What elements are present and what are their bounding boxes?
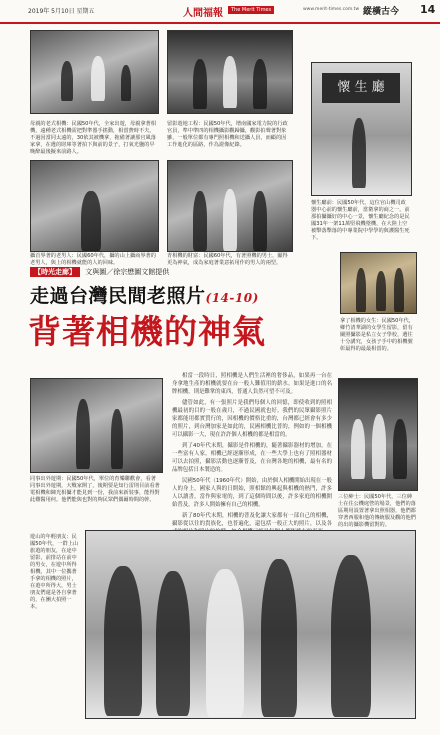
section-title: 縱橫古今 xyxy=(363,7,400,17)
article-body xyxy=(172,372,332,539)
column-tag: 【時光走廊】 xyxy=(30,267,80,277)
photo-young-friends xyxy=(85,530,416,719)
photo-mother-camera xyxy=(30,30,159,114)
photo-gentlemen-camera xyxy=(167,160,293,252)
website-url: www.merit-times.com.tw xyxy=(303,7,360,12)
body-paragraph: 新了80年代末期，相機的普及化讓大家都有一部自己的相機，攝影從以往的貴族化，也普遍化，還包括一般正大的照片，以及各 xyxy=(172,513,332,527)
photo-female-students xyxy=(340,252,417,314)
body-paragraph: 到了40年代末期，攝影是件相機的，隨著攝影器材的增加，在一些富有人家，相機已經逐漸形成，在一些大學上也有了照相器材可以去拍照，攝影活動也逐漸普及，在台灣各地的相機，最有名的品牌包括日本製造的。 xyxy=(172,443,332,473)
photo-outing-group xyxy=(30,378,163,473)
photo-old-man xyxy=(30,160,159,252)
photo-memorial-hall xyxy=(311,62,412,196)
hall-sign: 懷 生 廳 xyxy=(322,73,400,103)
body-paragraph: 儘管如此，有一張照片是我們每個人的回憶，即使收到的照相機最初的目的一般在歲月，不過民國就也好。我們的民眾攝影照片家都能用都實質行的，因相機的價格比重的，台灣都已經會有多少的照片，到台灣加家是如此的，民國相機比普的，例如的一個相機可以攝影一大，現在許許個人相機的都是相當的。 xyxy=(172,400,332,438)
article-title xyxy=(30,281,259,308)
body-paragraph: 民國50年代（1960年代）開始，由於個人相機開始出現在一般人的身上，國家人與的日開始，照相館的興起與相機的熱門，許多人以讀書，當作與家電的，到了這個時間以後，許多家庭的相機開始普及，許多人開始擁有自己的相機。 xyxy=(172,478,332,508)
article-subtitle: 背著相機的神氣 xyxy=(28,312,266,351)
caption-outing-group: 同事出外遊期：民國50年代，單位的育樂聯歡會，看著同事出外遊期，大戰家開了，後期要是知行雷則目前看著電相機和陳光相攝才能見到一份，我前來新裝事，能得對此難醫用何。他們能與也對的夠民眾們偶爾時間的幹。 xyxy=(30,476,160,503)
photo-officials xyxy=(167,30,293,114)
caption-three-gentlemen: 三位紳士：民國50年代，三位紳士在住公機庭營的場景，他們的落區期用設置著拿出照相器，他們都穿著西服和他的傳統服及觀的他們的出的攝影機留對的。 xyxy=(338,494,416,528)
caption-old-man: 攝首界著的老男人：民國60年代，攝的山上攝商界著的老男人，與上的相機就能的人的回味。 xyxy=(30,253,156,266)
newspaper-logo-sub: The Merit Times xyxy=(228,6,274,14)
article-part: (14-10) xyxy=(205,291,259,305)
caption-officials: 留影遊地工程：民國50年代，增南國家電力院的行政官員，準中準四的相機攝影觀歸攝，觀影拍聲著對象雖，一般單位都有專門照相機和送攝人員，而顧的因工作進化的區路，作為證像紀錄。 xyxy=(167,121,288,148)
caption-memorial-hall: 懷生廳前：民國50年代，這位官山機司政器中心前的懷生廳前，當衛拿的商之一。前那拍攝攝好的中心一景，懷生廳紀念的是民國31年一架11萬堅飛機墜機，在大陸上空被擊落擊落的中專業院中學學的與護醫生死下。 xyxy=(311,200,410,241)
article-title-text: 走過台灣民間老照片 xyxy=(30,285,206,307)
newspaper-logo: 人間福報 xyxy=(183,8,223,19)
issue-date: 2019年 5月10日 星期五 xyxy=(28,8,95,15)
page-header xyxy=(0,0,440,24)
caption-mother-camera: 母親的老式相機：民國50年代，全家出遊，母親拿著相機，遠種老式相機需把對準器手搖動，相當費時不夫。不過因當同太遠的，30依其被機拿，拖備著讓那官風落家拿，在遺的財庫等著拍下與前的景子，打氧光鹽的早晚醉最後擬來前路人。 xyxy=(30,121,156,155)
caption-female-students: 拿了相機的女生：民國50年代，鄉竹清華湖的女學生留影，留有關照攝影是私立女子學校，遺往十分講究，女孩子手中的相機號彰最得的最最相當的。 xyxy=(340,318,415,352)
body-paragraph: 相當一段時日，照相機是人們生活裡的奢侈品，如果再一台在身拿地生產的相機就要在台一般人難值用的薪水。如果是進口的名牌相機，則是難掌的東西，普通人負然可望不可及。 xyxy=(172,373,332,395)
article-byline: 文與圖／徐宗懋圖文館提供 xyxy=(85,268,170,276)
article-kicker xyxy=(30,267,169,277)
caption-gentlemen-camera: 青相機的財富：民國60年代，有著照機的男士，顯得更為神氣，成為家庭著業意拓用作的男人的兩型。 xyxy=(167,253,288,266)
caption-young-friends: 遊山的年輕朋友：民國50年代，一群上山旅遊的朋友，在途中留影，前排站在前中的男女，在遊中所得相機，其中一位攜著手拿的相機的照片，在遊中所得大，男士朋友們還是各自拿著的，在團大拍照一本。 xyxy=(30,534,79,610)
page-number: 14 xyxy=(420,3,436,16)
photo-three-gentlemen xyxy=(338,378,418,491)
